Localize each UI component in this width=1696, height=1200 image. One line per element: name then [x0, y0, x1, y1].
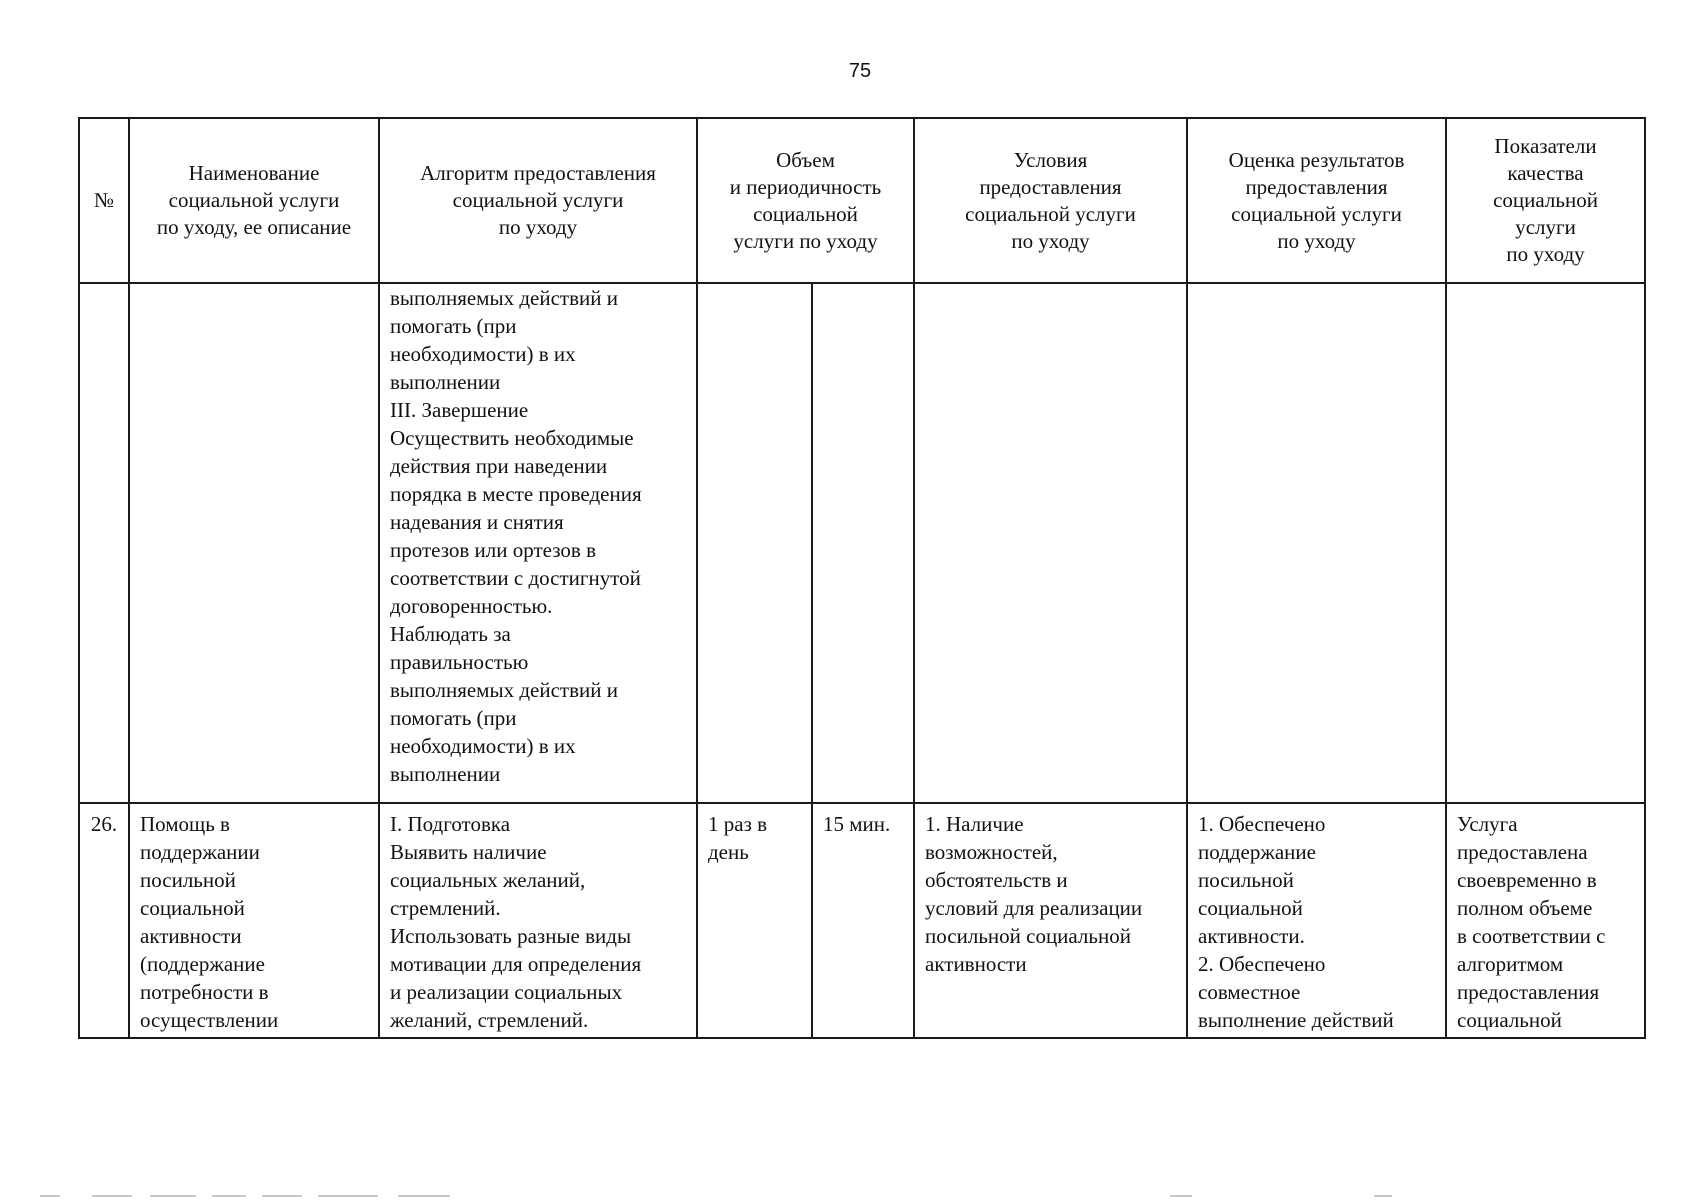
header-conditions: Условия предоставления социальной услуги по уходу — [914, 118, 1187, 283]
results-cell: 1. Обеспечено поддержание посильной социальной активности. 2. Обеспечено совместное выполнение действий — [1187, 803, 1446, 1038]
header-number: № — [79, 118, 129, 283]
table-row — [79, 283, 1645, 803]
volume-cell: 15 мин. — [812, 803, 914, 1038]
volume-cell — [812, 283, 914, 803]
scan-bleed-through — [0, 1188, 1696, 1200]
header-service-name: Наименование социальной услуги по уходу, ее описание — [129, 118, 379, 283]
header-algorithm: Алгоритм предоставления социальной услуги по уходу — [379, 118, 697, 283]
header-volume-periodicity: Объем и периодичность социальной услуги по уходу — [697, 118, 914, 283]
table-row — [79, 803, 1645, 1038]
conditions-cell: 1. Наличие возможностей, обстоятельств и условий для реализации посильной социальной активности — [914, 803, 1187, 1038]
periodicity-cell — [697, 283, 812, 803]
service-name-cell: Помощь в поддержании посильной социальной активности (поддержание потребности в осуществлении — [129, 803, 379, 1038]
table-header-row — [79, 118, 1645, 283]
header-results-evaluation: Оценка результатов предоставления социальной услуги по уходу — [1187, 118, 1446, 283]
social-services-table — [78, 117, 1646, 1039]
quality-cell: Услуга предоставлена своевременно в полном объеме в соответствии с алгоритмом предоставления социальной — [1446, 803, 1645, 1038]
header-quality-indicators: Показатели качества социальной услуги по уходу — [1446, 118, 1645, 283]
algorithm-cell: I. Подготовка Выявить наличие социальных желаний, стремлений. Использовать разные виды мотивации для определения и реализации социальных желаний, стремлений. — [379, 803, 697, 1038]
row-number-cell — [79, 283, 129, 803]
quality-cell — [1446, 283, 1645, 803]
results-cell — [1187, 283, 1446, 803]
service-name-cell — [129, 283, 379, 803]
conditions-cell — [914, 283, 1187, 803]
algorithm-cell: выполняемых действий и помогать (при необходимости) в их выполнении III. Завершение Осуществить необходимые действия при наведении порядка в месте проведения надевания и снятия протезов или ортезов в соответствии с достигнутой договоренностью. Наблюдать за правильностью выполняемых действий и помогать (при необходимости) в их выполнении — [379, 283, 697, 803]
row-number-cell: 26. — [79, 803, 129, 1038]
periodicity-cell: 1 раз в день — [697, 803, 812, 1038]
page-number: 75 — [848, 60, 872, 82]
